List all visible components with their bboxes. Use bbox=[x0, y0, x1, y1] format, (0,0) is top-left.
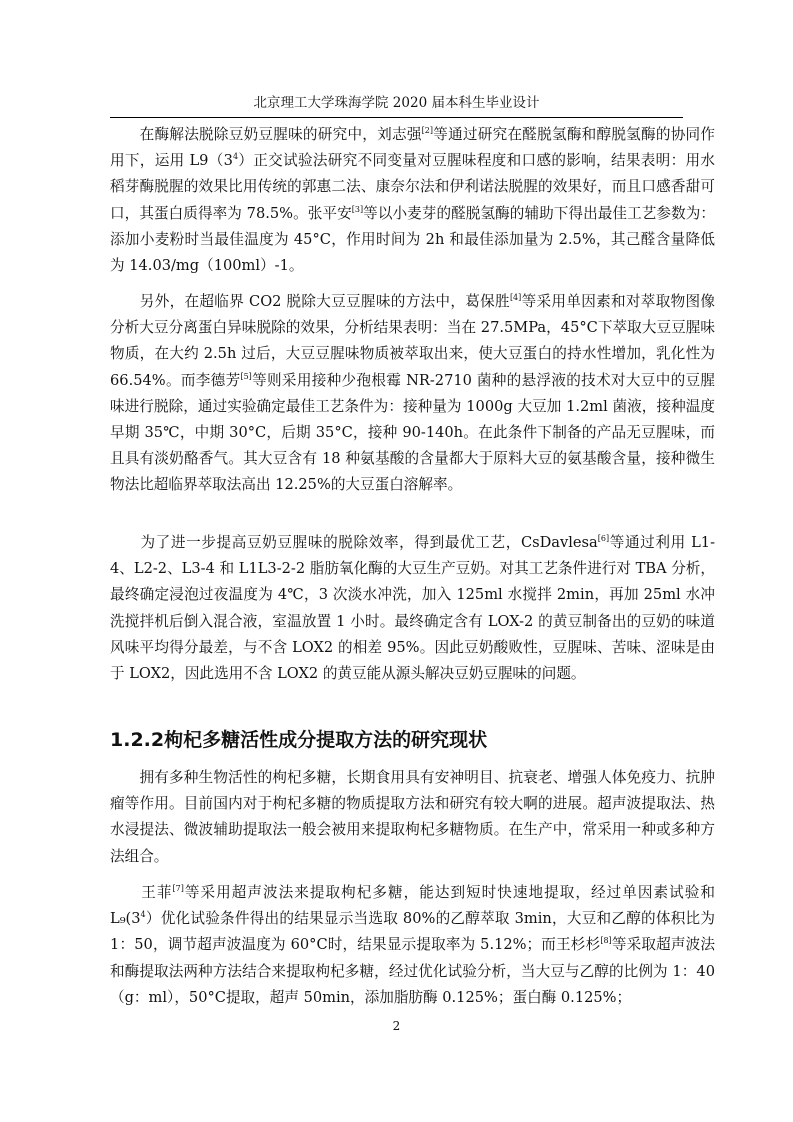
text-run: 为了进一步提高豆奶豆腥味的脱除效率，得到最优工艺，CsDavlesa bbox=[110, 534, 598, 551]
superscript: [3] bbox=[351, 204, 364, 214]
superscript: 4 bbox=[140, 910, 146, 920]
section-heading: 1.2.2枸杞多糖活性成分提取方法的研究现状 bbox=[110, 729, 488, 751]
text-run: 等则采用接种少孢根霉 NR-2710 菌种的悬浮液的技术对大豆中的豆腥味进行脱除，通过实验确定最佳工艺条件为：接种量为 1000g 大豆加 1.2ml 菌液，接种温度早期 35℃，中期 30°C，后期 35°C，接种 90-140h。在此条件下制备的产品无豆腥味，而且具有淡奶酪香气。其大豆含有 18 种氨基酸的含量都大于原料大豆的氨基酸含量，接种微生物法比超临界萃取法高出 12.25%的大豆蛋白溶解率。 bbox=[110, 371, 715, 494]
text-run: 另外，在超临界 CO2 脱除大豆豆腥味的方法中，葛保胜 bbox=[110, 293, 510, 310]
text-run: ）优化试验条件得出的结果显示当选取 80%的乙醇萃取 3min，大豆和乙醇的体积比为 1：50，调节超声波温度为 60°C时，结果显示提取率为 5.12%；而王杉杉 bbox=[110, 910, 715, 954]
superscript: [4] bbox=[509, 293, 522, 302]
text-run: 在酶解法脱除豆奶豆腥味的研究中，刘志强 bbox=[110, 126, 422, 143]
page-number: 2 bbox=[392, 1019, 401, 1033]
superscript: [7] bbox=[172, 884, 184, 893]
paragraph-supercritical-co2 bbox=[110, 289, 715, 499]
text-run: 拥有多种生物活性的枸杞多糖，长期食用具有安神明目、抗衰老、增强人体免疫力、抗肿瘤等作用。目前国内对于枸杞多糖的物质提取方法和研究有较大啊的进展。超声波提取法、热水浸提法、微波辅助提取法一般会被用来提取枸杞多糖物质。在生产中，常采用一种或多种方法组合。 bbox=[110, 769, 715, 865]
superscript: 4 bbox=[232, 152, 239, 162]
superscript: [2] bbox=[421, 126, 433, 135]
superscript: [6] bbox=[597, 534, 610, 543]
text-run: 等采用超声波法来提取枸杞多糖，能达到短时快速地提取，经过单因素试验和 L₉(3 bbox=[110, 884, 715, 928]
paragraph-lipoxygenase bbox=[110, 530, 715, 687]
text-run: 等采用单因素和对萃取物图像分析大豆分离蛋白异味脱除的效果，分析结果表明：当在 27.5MPa，45°C下萃取大豆豆腥味物质，在大约 2.5h 过后，大豆豆腥味物质被萃取出来，使大豆蛋白的持水性增加，乳化性为 66.54%。而李德芳 bbox=[110, 293, 715, 389]
text-run: 等以小麦芽的醛脱氢酶的辅助下得出最佳工艺参数为：添加小麦粉时当最佳温度为 45°C，作用时间为 2h 和最佳添加量为 2.5%，其己醛含量降低为 14.03/mg（100ml）-1。 bbox=[110, 204, 715, 275]
text-run: 等采取超声波法和酶提取法两种方法结合来提取枸杞多糖，经过优化试验分析，当大豆与乙醇的比例为 1：40（g：ml），50°C提取，超声 50min，添加脂肪酶 0.125%；蛋白酶 0.125%； bbox=[110, 936, 715, 1006]
superscript: [5] bbox=[240, 371, 252, 381]
header-rule bbox=[110, 117, 683, 118]
page-header: 北京理工大学珠海学院 2020 届本科生毕业设计 bbox=[253, 95, 540, 111]
text-run: 等通过研究在醛脱氢酶和醇脱氢酶的协同作用下，运用 L9（3 bbox=[110, 126, 715, 170]
paragraph-polysaccharide-intro bbox=[110, 765, 715, 870]
text-run: ）正交试验法研究不同变量对豆腥味程度和口感的影响，结果表明：用水稻芽酶脱腥的效果比用传统的郭惠二法、康奈尔法和伊利诺法脱腥的效果好，而且口感香甜可口，其蛋白质得率为 78.5%。张平安 bbox=[110, 152, 715, 222]
paragraph-ultrasonic-extraction bbox=[110, 880, 715, 1011]
text-run: 等通过利用 L1-4、L2-2、L3-4 和 L1L3-2-2 脂肪氧化酶的大豆生产豆奶。对其工艺条件进行对 TBA 分析，最终确定浸泡过夜温度为 4℃，3 次淡水冲洗，加入 125ml 水搅拌 2min，再加 25ml 水冲洗搅拌机后倒入混合液，室温放置 1 小时。最终确定含有 LOX-2 的黄豆制备出的豆奶的味道风味平均得分最差，与不含 LOX2 的相差 95%。因此豆奶酸败性，豆腥味、苦味、涩味是由于 LOX2，因此选用不含 LOX2 的黄豆能从源头解决豆奶豆腥味的问题。 bbox=[110, 534, 715, 683]
text-run: 王菲 bbox=[110, 884, 173, 901]
paragraph-aldehyde-dehydrogenase bbox=[110, 122, 715, 279]
superscript: [8] bbox=[600, 936, 612, 946]
